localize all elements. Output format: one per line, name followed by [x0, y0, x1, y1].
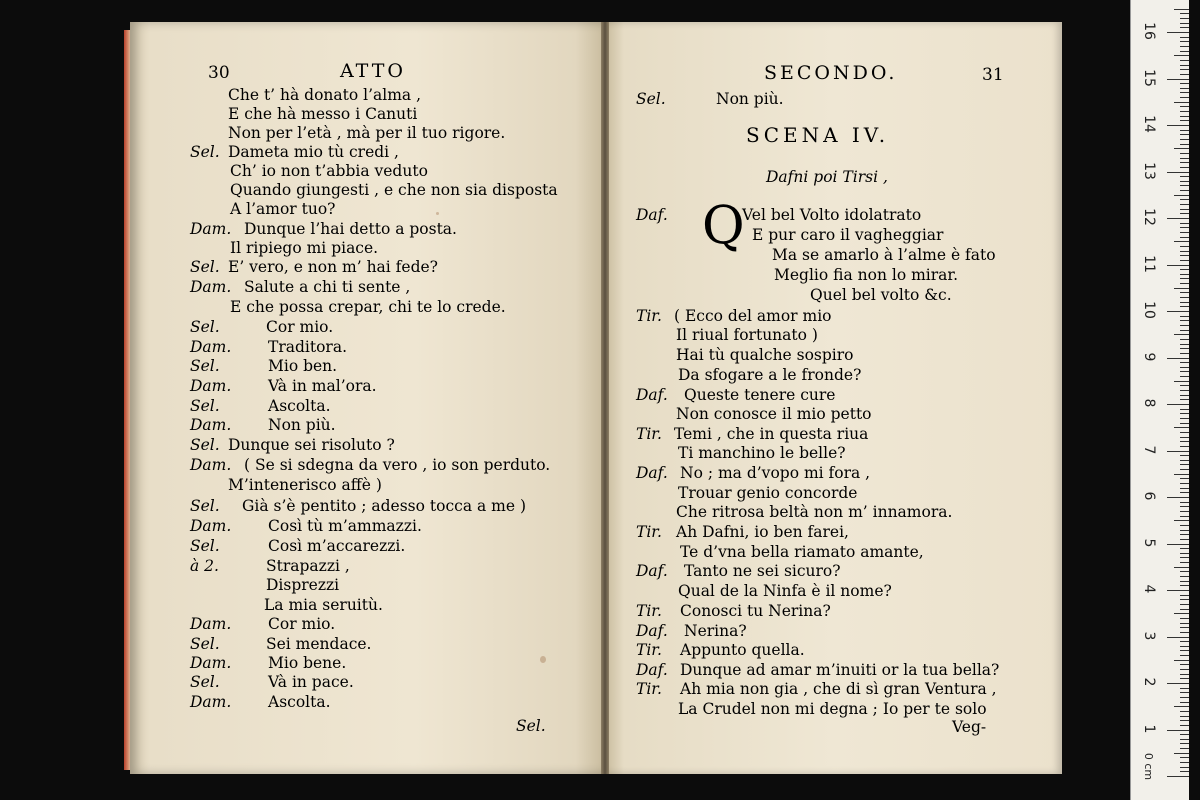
ruler-tick: [1167, 125, 1189, 126]
verse-line: Quando giungesti , e che non sia disposta: [230, 181, 558, 199]
ruler-tick: [1174, 567, 1189, 568]
scene-title: SCENA IV.: [746, 123, 890, 147]
ruler-tick: [1180, 297, 1189, 298]
ruler-tick: [1180, 167, 1189, 168]
ruler-tick: [1180, 399, 1189, 400]
ruler-tick: [1180, 302, 1189, 303]
verse-line: ( Se si sdegna da vero , io son perduto.: [244, 456, 551, 474]
ruler-tick: [1174, 427, 1189, 428]
ruler-number: 7: [1141, 445, 1157, 454]
ruler-tick: [1180, 553, 1189, 554]
speaker-label: Dam.: [190, 338, 232, 356]
ruler-tick: [1180, 60, 1189, 61]
ruler-tick: [1180, 325, 1189, 326]
ruler-tick: [1167, 218, 1189, 219]
ruler-tick: [1174, 55, 1189, 56]
drop-cap: Q: [702, 196, 745, 256]
speaker-label: Sel.: [190, 497, 220, 515]
speaker-label: Daf.: [636, 562, 668, 580]
speaker-label: Tir.: [636, 307, 662, 325]
verse-line: Vel bel Volto idolatrato: [742, 206, 922, 224]
speaker-label: Dam.: [190, 456, 232, 474]
ruler-tick: [1180, 511, 1189, 512]
verse-line: Và in mal’ora.: [268, 377, 377, 395]
speaker-label: Sel.: [190, 397, 220, 415]
ruler-tick: [1167, 32, 1189, 33]
verse-line: Conosci tu Nerina?: [680, 602, 831, 620]
verse-line: Dameta mio tù credi ,: [228, 143, 399, 161]
ruler-tick: [1180, 762, 1189, 763]
ruler-tick: [1180, 51, 1189, 52]
speaker-label: Dam.: [190, 377, 232, 395]
ruler-tick: [1180, 390, 1189, 391]
ruler-tick: [1180, 320, 1189, 321]
speaker-label: Sel.: [190, 436, 220, 454]
verse-line: Cor mio.: [266, 318, 334, 336]
ruler-tick: [1180, 162, 1189, 163]
ruler-tick: [1180, 144, 1189, 145]
speaker-label: Tir.: [636, 425, 662, 443]
ruler-tick: [1174, 660, 1189, 661]
ruler-tick: [1180, 185, 1189, 186]
ruler-tick: [1180, 548, 1189, 549]
ruler-tick: [1167, 590, 1189, 591]
ruler-tick: [1174, 102, 1189, 103]
verse-line: Così tù m’ammazzi.: [268, 517, 422, 535]
speaker-label: Dam.: [190, 278, 232, 296]
ruler-tick: [1180, 190, 1189, 191]
verse-line: Non più.: [716, 90, 784, 108]
ruler-tick: [1180, 697, 1189, 698]
ruler-number: 4: [1141, 584, 1157, 594]
ruler-tick: [1180, 692, 1189, 693]
ruler-tick: [1180, 306, 1189, 307]
ruler-tick: [1180, 734, 1189, 735]
ruler-tick: [1180, 748, 1189, 749]
ruler-tick: [1180, 65, 1189, 66]
speaker-label: Daf.: [636, 206, 668, 224]
verse-line: Salute a chi ti sente ,: [244, 278, 411, 296]
ruler-tick: [1180, 646, 1189, 647]
ruler-tick: [1180, 623, 1189, 624]
speaker-label: Daf.: [636, 661, 668, 679]
verse-line: Dunque sei risoluto ?: [228, 436, 395, 454]
verse-line: ( Ecco del amor mio: [674, 307, 832, 325]
ruler-tick: [1180, 37, 1189, 38]
ruler-tick: [1180, 260, 1189, 261]
ruler-tick: [1167, 497, 1189, 498]
ruler-tick: [1180, 525, 1189, 526]
ruler-tick: [1180, 743, 1189, 744]
speaker-label: Sel.: [190, 143, 220, 161]
ruler-tick: [1180, 409, 1189, 410]
ruler-tick: [1180, 446, 1189, 447]
verse-line: Non più.: [268, 416, 336, 434]
ruler-tick: [1180, 437, 1189, 438]
verse-line: M’intenerisco affè ): [228, 476, 382, 494]
paper-stain: [436, 212, 439, 215]
ruler-tick: [1180, 74, 1189, 75]
verse-line: Meglio fia non lo mirar.: [774, 266, 959, 284]
running-head-right: SECONDO.: [764, 62, 898, 84]
speaker-label: Sel.: [190, 673, 220, 691]
ruler-tick: [1180, 674, 1189, 675]
ruler-tick: [1180, 278, 1189, 279]
verse-line: Ch’ io non t’abbia veduto: [230, 162, 428, 180]
ruler-tick: [1174, 195, 1189, 196]
verse-line: Tanto ne sei sicuro?: [684, 562, 841, 580]
ruler-tick: [1180, 725, 1189, 726]
ruler-tick: [1180, 316, 1189, 317]
ruler-tick: [1180, 716, 1189, 717]
ruler-tick: [1180, 581, 1189, 582]
ruler-tick: [1180, 134, 1189, 135]
ruler-tick: [1174, 148, 1189, 149]
ruler-tick: [1180, 516, 1189, 517]
ruler-tick: [1180, 269, 1189, 270]
speaker-label: à 2.: [190, 557, 219, 575]
verse-line: Mio bene.: [268, 654, 347, 672]
ruler-tick: [1180, 274, 1189, 275]
ruler-tick: [1180, 678, 1189, 679]
ruler-tick: [1180, 255, 1189, 256]
verse-line: Dunque l’hai detto a posta.: [244, 220, 457, 238]
ruler-tick: [1180, 348, 1189, 349]
speaker-label: Daf.: [636, 464, 668, 482]
ruler-tick: [1180, 395, 1189, 396]
speaker-label: Sel.: [190, 318, 220, 336]
ruler-tick: [1174, 381, 1189, 382]
verse-line: Strapazzi ,: [266, 557, 350, 575]
ruler-tick: [1167, 172, 1189, 173]
catchword-right: Veg-: [952, 718, 987, 736]
ruler-tick: [1167, 776, 1189, 777]
ruler-tick: [1180, 106, 1189, 107]
speaker-label: Tir.: [636, 641, 662, 659]
ruler-tick: [1174, 474, 1189, 475]
ruler-tick: [1180, 209, 1189, 210]
ruler-tick: [1180, 232, 1189, 233]
verse-line: E che possa crepar, chi te lo crede.: [230, 298, 506, 316]
verse-line: Il ripiego mi piace.: [230, 239, 379, 257]
ruler-tick: [1180, 632, 1189, 633]
verse-line: Ah mia non gia , che di sì gran Ventura ,: [680, 680, 997, 698]
ruler-tick: [1180, 757, 1189, 758]
ruler-number: 5: [1141, 538, 1157, 547]
ruler-tick: [1180, 46, 1189, 47]
ruler-tick: [1180, 441, 1189, 442]
ruler-tick: [1180, 492, 1189, 493]
catchword-left: Sel.: [516, 717, 546, 735]
ruler-tick: [1167, 404, 1189, 405]
ruler-tick: [1180, 502, 1189, 503]
ruler-tick: [1180, 69, 1189, 70]
ruler-number: 1: [1141, 724, 1157, 733]
ruler-tick: [1180, 464, 1189, 465]
ruler-tick: [1180, 609, 1189, 610]
ruler-tick: [1180, 227, 1189, 228]
verse-line: Cor mio.: [268, 615, 336, 633]
verse-line: Da sfogare a le fronde?: [678, 366, 862, 384]
ruler-number: 14: [1141, 115, 1157, 133]
verse-line: Quel bel volto &c.: [810, 286, 952, 304]
ruler-tick: [1174, 288, 1189, 289]
ruler-tick: [1180, 353, 1189, 354]
ruler-tick: [1180, 460, 1189, 461]
speaker-label: Dam.: [190, 615, 232, 633]
ruler-tick: [1180, 283, 1189, 284]
ruler-tick: [1180, 655, 1189, 656]
verse-line: Qual de la Ninfa è il nome?: [678, 582, 892, 600]
ruler-tick: [1180, 339, 1189, 340]
verse-line: Il riual fortunato ): [676, 326, 818, 344]
ruler-tick: [1180, 530, 1189, 531]
ruler-tick: [1180, 627, 1189, 628]
ruler-tick: [1180, 478, 1189, 479]
ruler-tick: [1174, 613, 1189, 614]
ruler-tick: [1180, 418, 1189, 419]
verse-line: Appunto quella.: [680, 641, 805, 659]
verse-line: E pur caro il vagheggiar: [752, 226, 944, 244]
verse-line: Mio ben.: [268, 357, 338, 375]
ruler-number: 3: [1141, 631, 1157, 640]
ruler-tick: [1180, 455, 1189, 456]
verse-line: La mia seruitù.: [264, 596, 383, 614]
speaker-label: Tir.: [636, 680, 662, 698]
verse-line: Disprezzi: [266, 576, 340, 594]
ruler-tick: [1180, 423, 1189, 424]
ruler-tick: [1180, 469, 1189, 470]
verse-line: Hai tù qualche sospiro: [676, 346, 854, 364]
ruler-tick: [1180, 432, 1189, 433]
verse-line: E che hà messo i Canuti: [228, 105, 418, 123]
verse-line: Ah Dafni, io ben farei,: [676, 523, 849, 541]
ruler-tick: [1180, 97, 1189, 98]
speaker-label: Dam.: [190, 220, 232, 238]
speaker-label: Tir.: [636, 602, 662, 620]
ruler-tick: [1180, 562, 1189, 563]
speaker-label: Sel.: [190, 635, 220, 653]
ruler-tick: [1174, 753, 1189, 754]
ruler-number: 2: [1141, 677, 1157, 687]
ruler-tick: [1180, 223, 1189, 224]
ruler-tick: [1180, 483, 1189, 484]
verse-line: Che t’ hà donato l’alma ,: [228, 86, 422, 104]
verse-line: Non conosce il mio petto: [676, 405, 872, 423]
ruler-tick: [1180, 362, 1189, 363]
speaker-label: Dam.: [190, 693, 232, 711]
ruler-tick: [1180, 120, 1189, 121]
verse-line: Nerina?: [684, 622, 747, 640]
ruler-tick: [1180, 571, 1189, 572]
verse-line: Non per l’età , mà per il tuo rigore.: [228, 124, 506, 142]
ruler-number: 12: [1141, 208, 1157, 226]
ruler-tick: [1180, 371, 1189, 372]
verse-line: La Crudel non mi degna ; Io per te solo: [678, 700, 987, 718]
ruler-tick: [1180, 199, 1189, 200]
ruler-unit: 0 cm: [1142, 752, 1156, 781]
speaker-label: Daf.: [636, 622, 668, 640]
verse-line: Traditora.: [268, 338, 348, 356]
ruler-tick: [1180, 376, 1189, 377]
verse-line: Temi , che in questa riua: [674, 425, 869, 443]
ruler-tick: [1180, 23, 1189, 24]
ruler-tick: [1180, 711, 1189, 712]
ruler-number: 8: [1141, 398, 1157, 408]
ruler-tick: [1180, 176, 1189, 177]
ruler-tick: [1180, 576, 1189, 577]
ruler-tick: [1180, 344, 1189, 345]
ruler-tick: [1180, 251, 1189, 252]
ruler-tick: [1180, 599, 1189, 600]
verse-line: Così m’accarezzi.: [268, 537, 406, 555]
verse-line: No ; ma d’vopo mi fora ,: [680, 464, 871, 482]
ruler-tick: [1167, 79, 1189, 80]
verse-line: Queste tenere cure: [684, 386, 836, 404]
ruler-number: 11: [1141, 254, 1157, 273]
paper-stain: [540, 656, 546, 663]
ruler-number: 16: [1141, 22, 1157, 40]
verse-line: Ascolta.: [268, 397, 331, 415]
ruler-tick: [1180, 488, 1189, 489]
ruler-tick: [1180, 771, 1189, 772]
ruler-tick: [1180, 650, 1189, 651]
ruler-tick: [1174, 520, 1189, 521]
ruler-tick: [1167, 451, 1189, 452]
ruler-number: 10: [1141, 301, 1157, 319]
measurement-ruler: [1130, 0, 1189, 800]
ruler-tick: [1180, 130, 1189, 131]
ruler-tick: [1180, 595, 1189, 596]
ruler-tick: [1180, 92, 1189, 93]
ruler-tick: [1180, 739, 1189, 740]
ruler-tick: [1174, 9, 1189, 10]
speaker-label: Dam.: [190, 654, 232, 672]
ruler-tick: [1180, 213, 1189, 214]
ruler-tick: [1180, 720, 1189, 721]
ruler-tick: [1180, 13, 1189, 14]
ruler-tick: [1180, 41, 1189, 42]
ruler-tick: [1180, 181, 1189, 182]
scene-characters: Dafni poi Tirsi ,: [766, 168, 888, 186]
ruler-tick: [1180, 204, 1189, 205]
ruler-tick: [1180, 18, 1189, 19]
ruler-tick: [1180, 688, 1189, 689]
book-gutter: [601, 22, 609, 774]
verse-line: Già s’è pentito ; adesso tocca a me ): [242, 497, 526, 515]
ruler-tick: [1180, 367, 1189, 368]
ruler-tick: [1180, 539, 1189, 540]
ruler-tick: [1180, 618, 1189, 619]
speaker-label: Sel.: [190, 258, 220, 276]
verse-line: Ma se amarlo à l’alme è fato: [772, 246, 996, 264]
speaker-label: Sel.: [190, 357, 220, 375]
ruler-tick: [1167, 683, 1189, 684]
verse-line: Te d’vna bella riamato amante,: [680, 543, 924, 561]
ruler-tick: [1174, 241, 1189, 242]
verse-line: Ti manchino le belle?: [678, 444, 846, 462]
ruler-tick: [1180, 116, 1189, 117]
speaker-label: Sel.: [190, 537, 220, 555]
ruler-tick: [1180, 641, 1189, 642]
verse-line: Che ritrosa beltà non m’ innamora.: [676, 503, 953, 521]
ruler-tick: [1180, 702, 1189, 703]
ruler-number: 13: [1141, 161, 1157, 180]
ruler-tick: [1180, 557, 1189, 558]
page-number-right: 31: [982, 65, 1004, 85]
ruler-tick: [1167, 358, 1189, 359]
ruler-tick: [1167, 730, 1189, 731]
speaker-label: Daf.: [636, 386, 668, 404]
ruler-tick: [1180, 664, 1189, 665]
ruler-tick: [1180, 534, 1189, 535]
ruler-tick: [1180, 27, 1189, 28]
ruler-tick: [1180, 158, 1189, 159]
verse-line: Sei mendace.: [266, 635, 372, 653]
ruler-number: 15: [1141, 68, 1157, 87]
ruler-tick: [1167, 265, 1189, 266]
ruler-tick: [1174, 334, 1189, 335]
ruler-tick: [1180, 88, 1189, 89]
verse-line: Ascolta.: [268, 693, 331, 711]
speaker-label: Sel.: [636, 90, 666, 108]
ruler-tick: [1180, 246, 1189, 247]
verse-line: E’ vero, e non m’ hai fede?: [228, 258, 438, 276]
ruler-tick: [1180, 385, 1189, 386]
ruler-tick: [1180, 585, 1189, 586]
ruler-tick: [1180, 111, 1189, 112]
ruler-tick: [1180, 330, 1189, 331]
verse-line: Và in pace.: [268, 673, 354, 691]
speaker-label: Dam.: [190, 416, 232, 434]
ruler-tick: [1167, 544, 1189, 545]
ruler-tick: [1180, 413, 1189, 414]
speaker-label: Tir.: [636, 523, 662, 541]
ruler-tick: [1167, 637, 1189, 638]
ruler-tick: [1180, 83, 1189, 84]
verse-line: A l’amor tuo?: [230, 200, 336, 218]
ruler-tick: [1180, 767, 1189, 768]
ruler-tick: [1167, 311, 1189, 312]
ruler-tick: [1180, 237, 1189, 238]
ruler-tick: [1174, 706, 1189, 707]
ruler-tick: [1180, 506, 1189, 507]
verse-line: Dunque ad amar m’inuiti or la tua bella?: [680, 661, 1000, 679]
ruler-number: 6: [1141, 491, 1157, 501]
page-number-left: 30: [208, 63, 230, 83]
ruler-tick: [1180, 292, 1189, 293]
ruler-tick: [1180, 139, 1189, 140]
ruler-tick: [1180, 604, 1189, 605]
verse-line: Trouar genio concorde: [678, 484, 858, 502]
running-head-left: ATTO: [340, 60, 406, 82]
ruler-number: 9: [1141, 352, 1157, 361]
speaker-label: Dam.: [190, 517, 232, 535]
ruler-tick: [1180, 669, 1189, 670]
ruler-tick: [1180, 153, 1189, 154]
